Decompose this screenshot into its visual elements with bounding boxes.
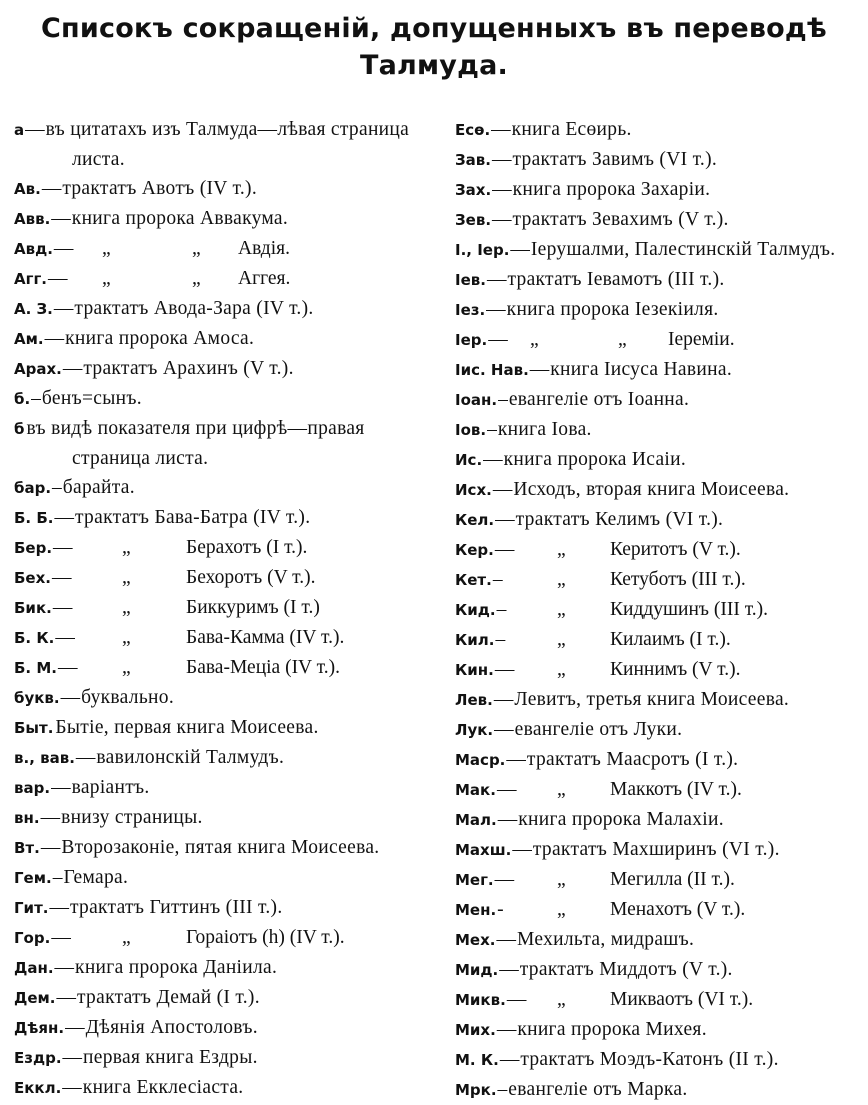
abbreviation-separator: — — [62, 1047, 83, 1068]
ditto-mark: „ — [557, 869, 566, 890]
abbreviation-term: Гит. — [14, 899, 49, 917]
abbreviation-definition: Менахотъ (V т.). — [610, 899, 746, 920]
abbreviation-entry — [14, 533, 434, 563]
abbreviation-entry — [14, 264, 434, 294]
abbreviation-separator: — — [40, 807, 61, 828]
abbreviation-term: Іев. — [455, 271, 486, 289]
abbreviation-entry — [455, 685, 865, 715]
ditto-mark: „ — [122, 567, 131, 588]
abbreviation-definition: трактатъ Демай (I т.). — [77, 987, 260, 1008]
abbreviation-term: Зав. — [455, 151, 491, 169]
abbreviation-separator: — — [53, 238, 74, 259]
abbreviation-entry — [455, 145, 865, 175]
abbreviation-separator: — — [62, 1077, 82, 1098]
abbreviation-term: Іез. — [455, 301, 486, 319]
abbreviation-separator: — — [486, 269, 507, 290]
abbreviation-definition: Іерушалми, Палестинскій Талмудъ. — [530, 239, 836, 260]
abbreviation-term: Іов. — [455, 421, 487, 439]
abbreviation-separator: — — [495, 509, 515, 530]
abbreviation-definition: Биккуримъ (I т.) — [186, 597, 320, 618]
abbreviation-entry — [14, 983, 434, 1013]
abbreviation-entry — [14, 863, 434, 893]
abbreviation-separator: — — [499, 959, 519, 980]
abbreviation-separator: — — [55, 627, 75, 648]
abbreviation-definition: варіантъ. — [71, 777, 150, 798]
abbreviation-definition: трактатъ Зевахимъ (V т.). — [512, 209, 729, 230]
abbreviation-definition: книга Екклесіаста. — [82, 1077, 244, 1098]
page-title — [0, 10, 868, 84]
abbreviation-term: вар. — [14, 779, 51, 797]
abbreviation-definition: евангеліе отъ Іоанна. — [508, 389, 690, 410]
abbreviation-definition: трактатъ Авотъ (IV т.). — [62, 178, 258, 199]
abbreviation-entry — [14, 833, 434, 863]
abbreviation-definition: трактатъ Бава-Батра (IV т.). — [75, 507, 311, 528]
abbreviation-term: Дан. — [14, 959, 54, 977]
abbreviation-entry — [455, 355, 865, 385]
abbreviation-entry — [14, 294, 434, 324]
abbreviation-entry — [455, 265, 865, 295]
abbreviation-separator: — — [75, 747, 96, 768]
abbreviation-term: Кин. — [455, 661, 494, 679]
abbreviation-separator: — — [496, 929, 516, 950]
abbreviation-definition: въ цитатахъ изъ Талмуда—лѣвая страница листа. — [45, 119, 410, 170]
abbreviation-definition: Исходъ, вторая книга Моисеева. — [513, 479, 790, 500]
abbreviation-definition: трактатъ Іевамотъ (III т.). — [507, 269, 725, 290]
abbreviation-definition: книга пророка Амоса. — [65, 328, 255, 349]
abbreviation-definition: Бава-Меціа (IV т.). — [186, 657, 340, 678]
abbreviation-term: Кер. — [455, 541, 494, 559]
abbreviation-term: Мид. — [455, 961, 499, 979]
abbreviation-definition: Килаимъ (I т.). — [610, 629, 731, 650]
abbreviation-definition: Гемара. — [63, 867, 129, 888]
abbreviation-term: Гем. — [14, 869, 52, 887]
abbreviation-definition: книга пророка Захаріи. — [512, 179, 711, 200]
abbreviation-separator: — — [57, 657, 78, 678]
abbreviation-entry — [455, 235, 865, 265]
abbreviation-entry — [14, 953, 434, 983]
abbreviation-definition: Бава-Камма (IV т.). — [186, 627, 345, 648]
abbreviation-definition: трактатъ Гиттинъ (III т.). — [69, 897, 283, 918]
abbreviation-list-left — [14, 115, 434, 1103]
ditto-mark: „ — [557, 569, 566, 590]
abbreviation-definition: барайта. — [62, 477, 135, 498]
abbreviation-term: Мрк. — [455, 1081, 497, 1099]
abbreviation-term: Мак. — [455, 781, 496, 799]
abbreviation-definition: Керитотъ (V т.). — [610, 539, 741, 560]
abbreviation-term: Вт. — [14, 839, 40, 857]
abbreviation-entry — [14, 713, 434, 743]
abbreviation-separator: — — [51, 777, 71, 798]
abbreviation-entry — [455, 1015, 865, 1045]
ditto-mark: „ — [557, 539, 566, 560]
abbreviation-entry — [14, 743, 434, 773]
abbreviation-definition: Авдія. — [238, 238, 290, 259]
abbreviation-term: Гор. — [14, 929, 51, 947]
abbreviation-entry — [455, 295, 865, 325]
abbreviation-entry — [455, 445, 865, 475]
abbreviation-term: Дѣян. — [14, 1019, 65, 1037]
abbreviation-entry — [14, 473, 434, 503]
abbreviation-term: Авд. — [14, 240, 53, 258]
ditto-mark: „ — [122, 927, 131, 948]
abbreviation-separator: — — [494, 659, 515, 680]
abbreviation-definition: трактатъ Махширинъ (VI т.). — [532, 839, 780, 860]
abbreviation-separator: — — [53, 298, 74, 319]
abbreviation-separator: — — [510, 239, 530, 260]
abbreviation-separator: — — [47, 268, 68, 289]
abbreviation-entry — [455, 535, 865, 565]
ditto-mark: „ — [122, 627, 131, 648]
abbreviation-separator: — — [52, 597, 73, 618]
abbreviation-entry — [14, 1013, 434, 1043]
abbreviation-term: Авв. — [14, 210, 51, 228]
abbreviation-term: Дем. — [14, 989, 56, 1007]
abbreviation-term: I., Іер. — [455, 241, 510, 259]
abbreviation-separator: — — [49, 897, 69, 918]
abbreviation-separator: — — [512, 839, 532, 860]
abbreviation-term: Исх. — [455, 481, 492, 499]
abbreviation-entry — [455, 175, 865, 205]
abbreviation-definition: книга Іисуса Навина. — [550, 359, 732, 380]
ditto-mark: „ — [557, 599, 566, 620]
abbreviation-entry — [455, 505, 865, 535]
abbreviation-separator: — — [491, 149, 512, 170]
abbreviation-entry — [455, 775, 865, 805]
abbreviation-definition: Берахотъ (I т.). — [186, 537, 308, 558]
abbreviation-definition: трактатъ Авода-Зара (IV т.). — [74, 298, 314, 319]
abbreviation-term: Кил. — [455, 631, 495, 649]
abbreviation-entry — [455, 625, 865, 655]
abbreviation-separator: — — [51, 567, 72, 588]
abbreviation-entry — [14, 324, 434, 354]
abbreviation-definition: трактатъ Моэдъ-Катонъ (II т.). — [520, 1049, 779, 1070]
abbreviation-definition: Второзаконіе, пятая книга Моисеева. — [61, 837, 380, 858]
abbreviation-definition: Бытіе, первая книга Моисеева. — [55, 717, 319, 738]
abbreviation-term: вн. — [14, 809, 40, 827]
abbreviation-entry — [14, 623, 434, 653]
abbreviation-term: Агг. — [14, 270, 47, 288]
ditto-mark: „ — [618, 329, 627, 350]
abbreviation-term: М. К. — [455, 1051, 499, 1069]
abbreviation-entry — [14, 1073, 434, 1103]
abbreviation-entry — [455, 865, 865, 895]
abbreviation-term: Есө. — [455, 121, 491, 139]
abbreviation-definition: книга Іова. — [497, 419, 592, 440]
abbreviation-term: Кел. — [455, 511, 495, 529]
abbreviation-entry — [14, 563, 434, 593]
abbreviation-separator: — — [496, 1019, 517, 1040]
abbreviation-definition: первая книга Ездры. — [83, 1047, 258, 1068]
abbreviation-definition: Киддушинъ (III т.). — [610, 599, 769, 620]
abbreviation-entry — [455, 205, 865, 235]
abbreviation-term: Ездр. — [14, 1049, 62, 1067]
abbreviation-term: б — [14, 420, 25, 438]
abbreviation-definition: трактатъ Маасротъ (I т.). — [526, 749, 739, 770]
abbreviation-entry — [455, 115, 865, 145]
abbreviation-separator: — — [41, 178, 62, 199]
ditto-mark: „ — [192, 238, 201, 259]
abbreviation-entry — [14, 204, 434, 234]
abbreviation-separator: — — [54, 957, 75, 978]
ditto-mark: „ — [557, 899, 566, 920]
abbreviation-separator: – — [497, 1079, 508, 1100]
abbreviation-term: Ав. — [14, 180, 41, 198]
abbreviation-entry — [455, 745, 865, 775]
abbreviation-entry — [455, 565, 865, 595]
ditto-mark: „ — [102, 238, 111, 259]
abbreviation-term: бар. — [14, 479, 52, 497]
abbreviation-separator: — — [62, 358, 83, 379]
abbreviation-separator: — — [497, 809, 518, 830]
abbreviation-list-right — [455, 115, 865, 1105]
abbreviation-term: Б. М. — [14, 659, 57, 677]
abbreviation-term: Еккл. — [14, 1079, 62, 1097]
abbreviation-definition: Аггея. — [238, 268, 291, 289]
abbreviation-entry — [455, 385, 865, 415]
abbreviation-definition: Кетуботъ (III т.). — [610, 569, 746, 590]
abbreviation-separator: — — [506, 749, 526, 770]
abbreviation-definition: Гораіотъ (h) (IV т.). — [186, 927, 345, 948]
abbreviation-definition: Іереміи. — [668, 329, 735, 350]
ditto-mark: „ — [557, 629, 566, 650]
abbreviation-separator: – — [487, 419, 497, 440]
abbreviation-definition: трактатъ Завимъ (VI т.). — [512, 149, 718, 170]
abbreviation-entry — [14, 384, 434, 414]
abbreviation-term: Махш. — [455, 841, 512, 859]
abbreviation-definition: трактатъ Келимъ (VI т.). — [515, 509, 724, 530]
abbreviation-definition: Мехильта, мидрашъ. — [516, 929, 695, 950]
abbreviation-term: Б. Б. — [14, 509, 54, 527]
abbreviation-separator: — — [488, 329, 508, 350]
abbreviation-separator: — — [483, 449, 503, 470]
abbreviation-term: Мих. — [455, 1021, 496, 1039]
abbreviation-entry — [455, 985, 865, 1015]
abbreviation-entry — [14, 803, 434, 833]
abbreviation-entry — [455, 895, 865, 925]
abbreviation-separator: - — [497, 899, 504, 920]
abbreviation-entry — [455, 925, 865, 955]
abbreviation-term: Іоан. — [455, 391, 498, 409]
abbreviation-definition: книга пророка Даніила. — [75, 957, 278, 978]
abbreviation-separator: — — [54, 507, 74, 528]
abbreviation-separator: — — [40, 837, 61, 858]
abbreviation-term: букв. — [14, 689, 60, 707]
abbreviation-separator: — — [51, 208, 71, 229]
abbreviation-term: Б. К. — [14, 629, 55, 647]
abbreviation-term: Кет. — [455, 571, 492, 589]
abbreviation-separator: — — [56, 987, 76, 1008]
abbreviation-definition: книга пророка Іезекіиля. — [506, 299, 719, 320]
abbreviation-definition: Маккотъ (IV т.). — [610, 779, 742, 800]
abbreviation-definition: книга пророка Аввакума. — [71, 208, 289, 229]
abbreviation-entry — [14, 653, 434, 683]
abbreviation-separator: — — [494, 869, 515, 890]
abbreviation-term: Іис. Нав. — [455, 361, 529, 379]
abbreviation-definition: въ видѣ показателя при цифрѣ—правая страница листа. — [26, 418, 365, 469]
abbreviation-separator: — — [492, 179, 512, 200]
abbreviation-definition: Микваотъ (VI т.). — [610, 989, 754, 1010]
abbreviation-term: Микв. — [455, 991, 506, 1009]
abbreviation-entry — [455, 1075, 865, 1105]
ditto-mark: „ — [530, 329, 539, 350]
abbreviation-separator: — — [499, 1049, 520, 1070]
ditto-mark: „ — [122, 597, 131, 618]
abbreviation-entry — [14, 174, 434, 204]
abbreviation-entry — [455, 325, 865, 355]
abbreviation-term: Мал. — [455, 811, 497, 829]
abbreviation-definition: трактатъ Миддотъ (V т.). — [519, 959, 733, 980]
abbreviation-term: Кид. — [455, 601, 496, 619]
abbreviation-definition: трактатъ Арахинъ (V т.). — [83, 358, 294, 379]
abbreviation-separator: – — [495, 629, 506, 650]
abbreviation-term: Бер. — [14, 539, 53, 557]
abbreviation-separator: — — [492, 209, 512, 230]
abbreviation-separator: — — [53, 537, 73, 558]
abbreviation-definition: Левитъ, третья книга Моисеева. — [514, 689, 790, 710]
abbreviation-term: Ам. — [14, 330, 44, 348]
abbreviation-term: Лев. — [455, 691, 493, 709]
abbreviation-entry — [14, 893, 434, 923]
abbreviation-separator: — — [25, 119, 45, 140]
abbreviation-entry — [455, 955, 865, 985]
abbreviation-definition: евангеліе отъ Луки. — [514, 719, 683, 740]
abbreviation-definition: книга пророка Малахіи. — [518, 809, 724, 830]
abbreviation-term: Быт. — [14, 719, 54, 737]
abbreviation-term: Мен. — [455, 901, 497, 919]
ditto-mark: „ — [557, 989, 566, 1010]
abbreviation-entry — [14, 1043, 434, 1073]
abbreviation-separator: — — [494, 719, 514, 740]
ditto-mark: „ — [192, 268, 201, 289]
abbreviation-entry — [455, 595, 865, 625]
abbreviation-separator: — — [529, 359, 550, 380]
abbreviation-term: Зев. — [455, 211, 492, 229]
ditto-mark: „ — [102, 268, 111, 289]
abbreviation-definition: Киннимъ (V т.). — [610, 659, 741, 680]
abbreviation-separator: — — [65, 1017, 85, 1038]
abbreviation-definition: Мегилла (II т.). — [610, 869, 735, 890]
abbreviation-separator: — — [506, 989, 527, 1010]
abbreviation-term: А. З. — [14, 300, 53, 318]
abbreviation-separator: — — [492, 479, 513, 500]
abbreviation-separator: – — [498, 389, 508, 410]
abbreviation-separator: – — [492, 569, 503, 590]
abbreviation-definition: книга пророка Исаіи. — [503, 449, 687, 470]
abbreviation-entry — [14, 773, 434, 803]
ditto-mark: „ — [557, 779, 566, 800]
abbreviation-definition: Дѣянія Апостоловъ. — [85, 1017, 258, 1038]
abbreviation-separator: – — [52, 477, 62, 498]
abbreviation-entry — [455, 1045, 865, 1075]
abbreviation-term: Іер. — [455, 331, 488, 349]
abbreviation-definition: книга пророка Михея. — [517, 1019, 707, 1040]
title-line-2: Талмуда. — [360, 50, 508, 81]
abbreviation-separator: — — [491, 119, 511, 140]
abbreviation-separator: — — [496, 779, 517, 800]
abbreviation-separator: — — [486, 299, 506, 320]
abbreviation-definition: внизу страницы. — [61, 807, 203, 828]
abbreviation-term: Зах. — [455, 181, 492, 199]
abbreviation-definition: буквально. — [81, 687, 174, 708]
abbreviation-entry — [455, 415, 865, 445]
abbreviation-entry — [455, 475, 865, 505]
abbreviation-term: Бик. — [14, 599, 52, 617]
abbreviation-term: Маср. — [455, 751, 506, 769]
abbreviation-entry — [14, 414, 434, 473]
abbreviation-separator: – — [52, 867, 63, 888]
abbreviation-definition: бенъ=сынъ. — [41, 388, 142, 409]
abbreviation-entry — [14, 503, 434, 533]
abbreviation-term: Мег. — [455, 871, 494, 889]
abbreviation-entry — [455, 805, 865, 835]
abbreviation-entry — [14, 354, 434, 384]
abbreviation-entry — [14, 234, 434, 264]
abbreviation-separator: – — [31, 388, 41, 409]
abbreviation-entry — [14, 683, 434, 713]
abbreviation-definition: книга Есөирь. — [511, 119, 632, 140]
abbreviation-separator: — — [51, 927, 71, 948]
abbreviation-separator: — — [493, 689, 514, 710]
ditto-mark: „ — [122, 537, 131, 558]
abbreviation-term: Бех. — [14, 569, 51, 587]
abbreviation-term: б. — [14, 390, 31, 408]
title-line-1: Списокъ сокращеній, допущенныхъ въ переводѣ — [41, 13, 827, 44]
abbreviation-term: Лук. — [455, 721, 494, 739]
abbreviation-term: Мех. — [455, 931, 496, 949]
abbreviation-separator: — — [44, 328, 65, 349]
abbreviation-entry — [455, 835, 865, 865]
abbreviation-term: Арах. — [14, 360, 62, 378]
abbreviation-definition: евангеліе отъ Марка. — [508, 1079, 688, 1100]
abbreviation-entry — [455, 655, 865, 685]
abbreviation-separator: — — [494, 539, 515, 560]
abbreviation-term: Ис. — [455, 451, 483, 469]
abbreviation-definition: Бехоротъ (V т.). — [186, 567, 316, 588]
abbreviation-entry — [455, 715, 865, 745]
abbreviation-entry — [14, 115, 434, 174]
abbreviation-term: а — [14, 121, 25, 139]
abbreviation-entry — [14, 593, 434, 623]
abbreviation-term: в., вав. — [14, 749, 75, 767]
abbreviation-entry — [14, 923, 434, 953]
ditto-mark: „ — [557, 659, 566, 680]
abbreviation-separator: – — [496, 599, 507, 620]
abbreviation-separator: — — [60, 687, 81, 708]
abbreviation-definition: вавилонскій Талмудъ. — [96, 747, 285, 768]
ditto-mark: „ — [122, 657, 131, 678]
